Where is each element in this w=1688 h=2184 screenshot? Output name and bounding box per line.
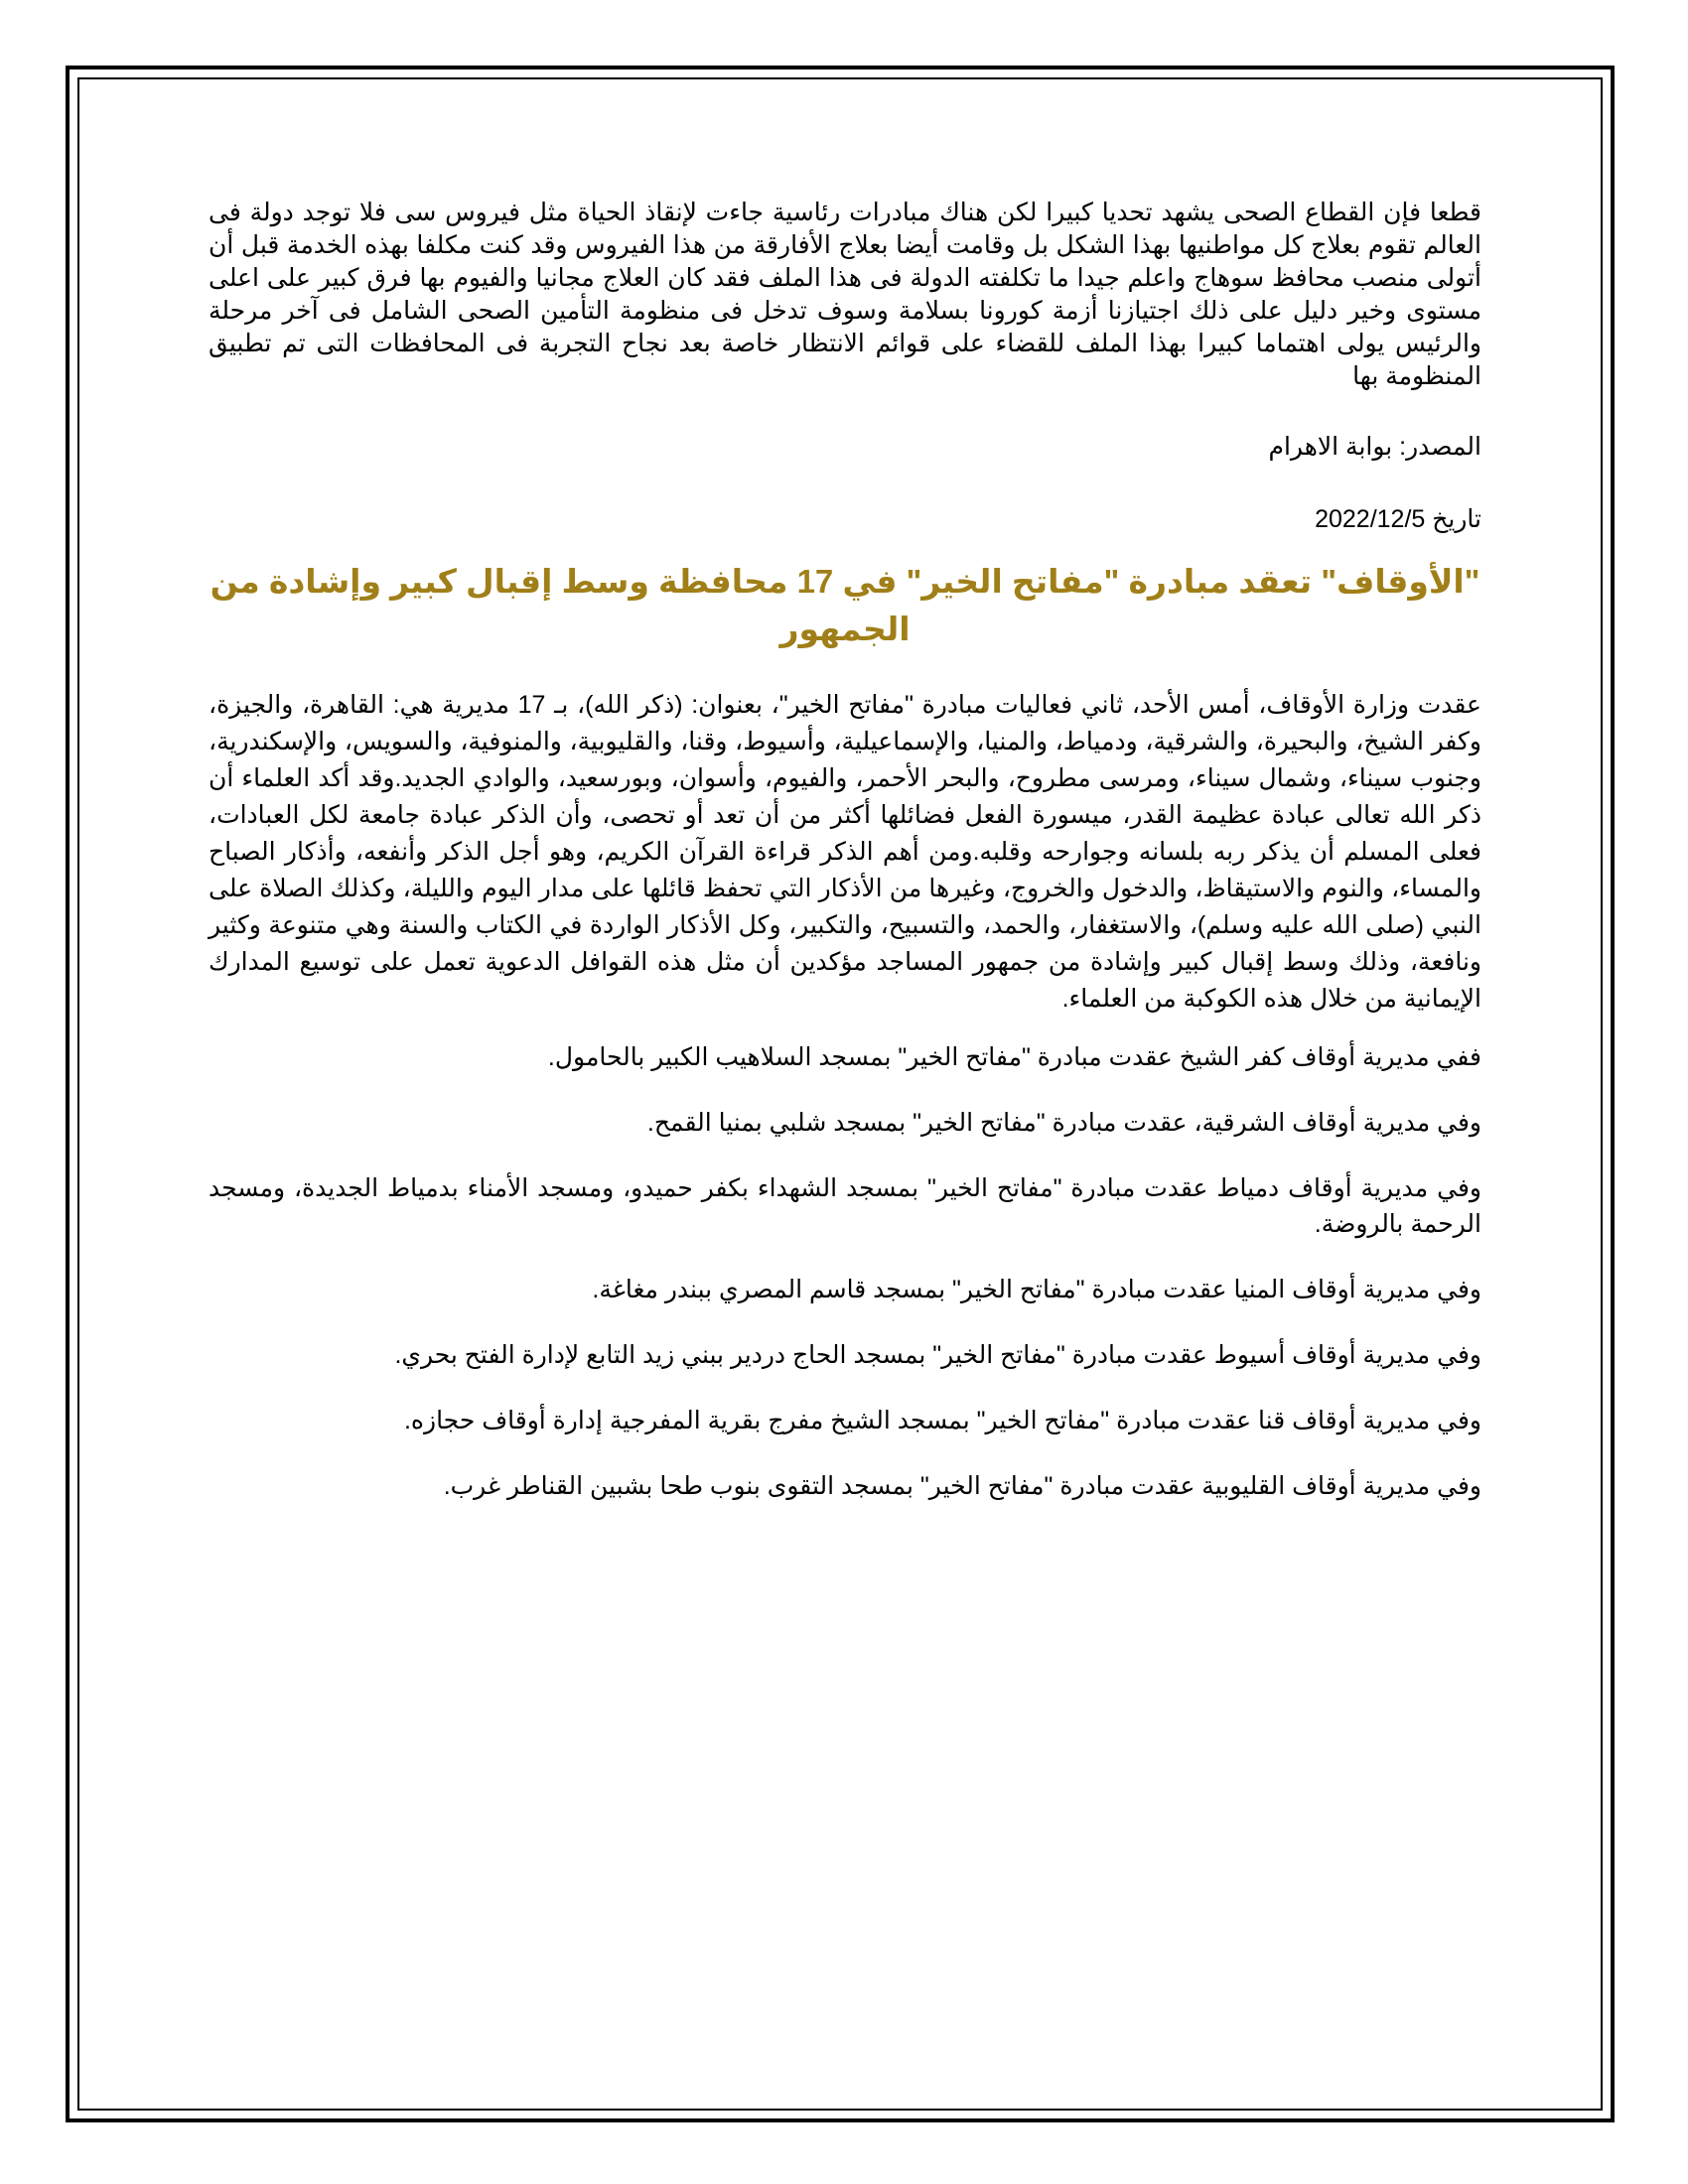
article-item: وفي مديرية أوقاف أسيوط عقدت مبادرة "مفاتح الخير" بمسجد الحاج دردير ببني زيد التابع لإدارة الفتح بحري. [394, 1341, 1481, 1369]
document-body [209, 197, 1481, 1504]
article-item: ففي مديرية أوقاف كفر الشيخ عقدت مبادرة "مفاتح الخير" بمسجد السلاهيب الكبير بالحامول. [547, 1043, 1481, 1071]
article-item: وفي مديرية أوقاف المنيا عقدت مبادرة "مفاتح الخير" بمسجد قاسم المصري ببندر مغاغة. [592, 1276, 1481, 1303]
article-headline: "الأوقاف" تعقد مبادرة "مفاتح الخير" في 17 محافظة وسط إقبال كبير وإشادة من الجمهور [210, 563, 1480, 647]
article-item: وفي مديرية أوقاف الشرقية، عقدت مبادرة "مفاتح الخير" بمسجد شلبي بمنيا القمح. [646, 1109, 1481, 1137]
source-line: المصدر: بوابة الاهرام [1268, 433, 1481, 461]
article-lead-paragraph: عقدت وزارة الأوقاف، أمس الأحد، ثاني فعاليات مبادرة "مفاتح الخير"، بعنوان: (ذكر الله)، بـ 17 مديرية هي: القاهرة، والجيزة، وكفر الشيخ، والبحيرة، والشرقية، ودمياط، والمنيا، والإسماعيلية، وأسيوط، وقنا، والقليوبية، والمنوفية، والسويس، والإسكندرية، وجنوب سيناء، وشمال سيناء، ومرسى مطروح، والبحر الأحمر، والفيوم، وأسوان، وبورسعيد، والوادي الجديد.وقد أكد العلماء أن ذكر الله تعالى عبادة عظيمة القدر، ميسورة الفعل فضائلها أكثر من أن تعد أو تحصى، وأن الذكر عبادة جامعة لكل العبادات، فعلى المسلم أن يذكر ربه بلسانه وجوارحه وقلبه.ومن أهم الذكر قراءة القرآن الكريم، وهو أجل الذكر وأنفعه، وأذكار الصباح والمساء، والنوم والاستيقاظ، والدخول والخروج، وغيرها من الأذكار التي تحفظ قائلها على مدار اليوم والليلة، وكذلك الصلاة على النبي (صلى الله عليه وسلم)، والاستغفار، والحمد، والتسبيح، والتكبير، وكل الأذكار الواردة في الكتاب والسنة وهي متنوعة وكثير ونافعة، وذلك وسط إقبال كبير وإشادة من جمهور المساجد مؤكدين أن مثل هذه القوافل الدعوية تعمل على توسيع المدارك الإيمانية من خلال هذه الكوكبة من العلماء. [209, 691, 1481, 1013]
intro-paragraph: قطعا فإن القطاع الصحى يشهد تحديا كبيرا لكن هناك مبادرات رئاسية جاءت لإنقاذ الحياة مثل فيروس سى فلا توجد دولة فى العالم تقوم بعلاج كل مواطنيها بهذا الشكل بل وقامت أيضا بعلاج الأفارقة من هذا الفيروس وقد كنت مكلفا بهذه الخدمة قبل أن أتولى منصب محافظ سوهاج واعلم جيدا ما تكلفته الدولة فى هذا الملف فقد كان العلاج مجانيا والفيوم بها فرق كبير على اعلى مستوى وخير دليل على ذلك اجتيازنا أزمة كورونا بسلامة وسوف تدخل فى منظومة التأمين الصحى الشامل فى آخر مرحلة والرئيس يولى اهتماما كبيرا بهذا الملف للقضاء على قوائم الانتظار خاصة بعد نجاح التجربة فى المحافظات التى تم تطبيق المنظومة بها [209, 199, 1481, 390]
article-item: وفي مديرية أوقاف دمياط عقدت مبادرة "مفاتح الخير" بمسجد الشهداء بكفر حميدو، ومسجد الأمناء بدمياط الجديدة، ومسجد الرحمة بالروضة. [209, 1174, 1481, 1238]
article-item: وفي مديرية أوقاف قنا عقدت مبادرة "مفاتح الخير" بمسجد الشيخ مفرج بقرية المفرجية إدارة أوقاف حجازه. [403, 1407, 1481, 1434]
article-item: وفي مديرية أوقاف القليوبية عقدت مبادرة "مفاتح الخير" بمسجد التقوى بنوب طحا بشبين القناطر غرب. [443, 1472, 1481, 1500]
date-line: تاريخ 2022/12/5 [1315, 505, 1481, 533]
